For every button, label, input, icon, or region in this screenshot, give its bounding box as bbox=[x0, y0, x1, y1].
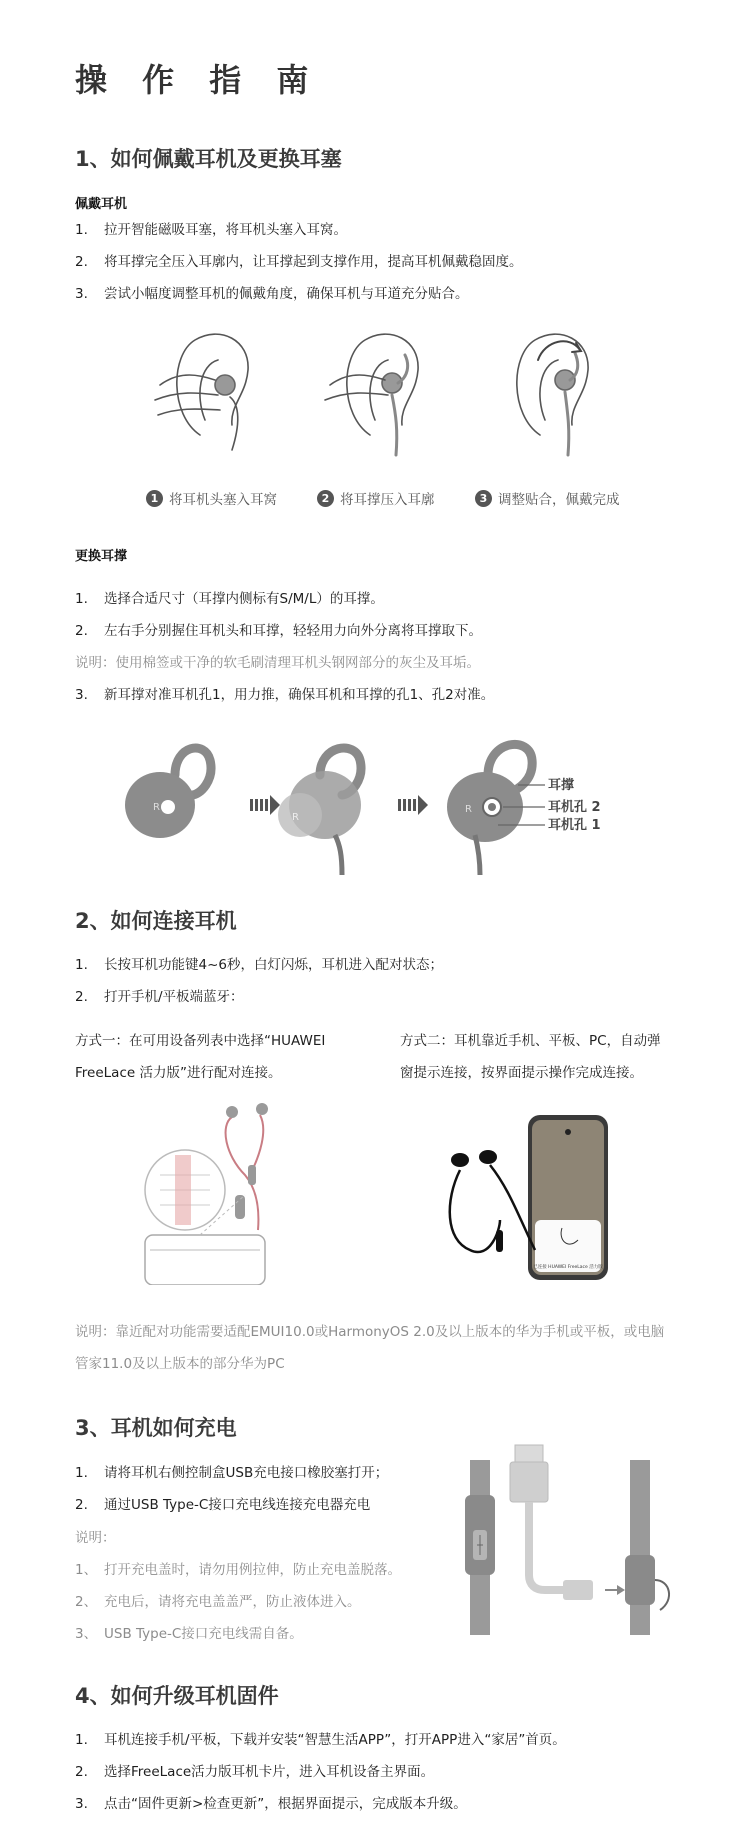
label-wing: 耳撑 bbox=[548, 778, 575, 793]
upgrade-step-1: 1. 耳机连接手机/平板，下载并安装“智慧生活APP”，打开APP进入“家居”首页。 bbox=[75, 1732, 566, 1748]
charge-step-1: 1. 请将耳机右侧控制盒USB充电接口橡胶塞打开； bbox=[75, 1465, 389, 1481]
swap-subheading: 更换耳撑 bbox=[75, 549, 128, 564]
wear-step-2: 2. 将耳撑完全压入耳廓内，让耳撑起到支撑作用，提高耳机佩戴稳固度。 bbox=[75, 254, 523, 270]
method-2: 方式二：耳机靠近手机、平板、PC，自动弹 窗提示连接，按界面提示操作完成连接。 bbox=[400, 1033, 661, 1081]
swap-note: 说明：使用棉签或干净的软毛刷清理耳机头钢网部分的灰尘及耳垢。 bbox=[75, 655, 480, 671]
wing-r-mark-2: R bbox=[292, 812, 299, 823]
swap-step-3: 3. 新耳撑对准耳机孔1，用力推，确保耳机和耳撑的孔1、孔2对准。 bbox=[75, 687, 495, 703]
connect-note-line-2: 管家11.0及以上版本的部分华为PC bbox=[75, 1356, 285, 1372]
swap-step-1: 1. 选择合适尺寸（耳撑内侧标有S/M/L）的耳撑。 bbox=[75, 591, 384, 607]
page-title: 操 作 指 南 bbox=[75, 61, 321, 99]
pairing-popup-text: 已连接 HUAWEI FreeLace 活力版 bbox=[533, 1265, 603, 1270]
wear-caption-2: 2 将耳撑压入耳廓 bbox=[317, 488, 435, 508]
charge-note-3: 3、 USB Type-C接口充电线需自备。 bbox=[75, 1626, 303, 1642]
charge-note-1: 1、 打开充电盖时，请勿用例拉伸，防止充电盖脱落。 bbox=[75, 1562, 401, 1578]
upgrade-step-3: 3. 点击“固件更新>检查更新”，根据界面提示，完成版本升级。 bbox=[75, 1796, 467, 1812]
wearing-illustration bbox=[140, 325, 640, 465]
section-2-heading: 2、如何连接耳机 bbox=[75, 909, 237, 933]
charging-illustration bbox=[455, 1440, 695, 1640]
wear-caption-3: 3 调整贴合，佩戴完成 bbox=[475, 488, 620, 508]
wear-step-1: 1. 拉开智能磁吸耳塞，将耳机头塞入耳窝。 bbox=[75, 222, 347, 238]
section-1-heading: 1、如何佩戴耳机及更换耳塞 bbox=[75, 147, 342, 171]
wear-subheading: 佩戴耳机 bbox=[75, 197, 128, 212]
wear-step-3: 3. 尝试小幅度调整耳机的佩戴角度，确保耳机与耳道充分贴合。 bbox=[75, 286, 469, 302]
connect-note-line-1: 说明：靠近配对功能需要适配EMUI10.0或HarmonyOS 2.0及以上版本的华为手机或平板，或电脑 bbox=[75, 1324, 665, 1340]
upgrade-step-2: 2. 选择FreeLace活力版耳机卡片，进入耳机设备主界面。 bbox=[75, 1764, 435, 1780]
section-3-heading: 3、耳机如何充电 bbox=[75, 1416, 237, 1440]
earwing-illustration bbox=[120, 735, 680, 875]
method-1-illustration bbox=[140, 1095, 330, 1285]
swap-step-2: 2. 左右手分别握住耳机头和耳撑，轻轻用力向外分离将耳撑取下。 bbox=[75, 623, 482, 639]
label-hole2: 耳机孔 2 bbox=[548, 800, 601, 815]
connect-step-1: 1. 长按耳机功能键4~6秒，白灯闪烁，耳机进入配对状态； bbox=[75, 957, 443, 973]
method-2-illustration bbox=[440, 1110, 620, 1290]
charge-note-2: 2、 充电后，请将充电盖盖严，防止液体进入。 bbox=[75, 1594, 361, 1610]
wing-r-mark-3: R bbox=[465, 804, 472, 815]
connect-step-2: 2. 打开手机/平板端蓝牙： bbox=[75, 989, 244, 1005]
wing-r-mark-1: R bbox=[153, 802, 160, 813]
section-4-heading: 4、如何升级耳机固件 bbox=[75, 1684, 279, 1708]
label-hole1: 耳机孔 1 bbox=[548, 818, 601, 833]
wear-caption-1: 1 将耳机头塞入耳窝 bbox=[146, 488, 277, 508]
method-1: 方式一：在可用设备列表中选择“HUAWEI FreeLace 活力版”进行配对连接。 bbox=[75, 1033, 326, 1081]
charge-step-2: 2. 通过USB Type-C接口充电线连接充电器充电 bbox=[75, 1497, 371, 1513]
charge-note-title: 说明： bbox=[75, 1530, 116, 1546]
